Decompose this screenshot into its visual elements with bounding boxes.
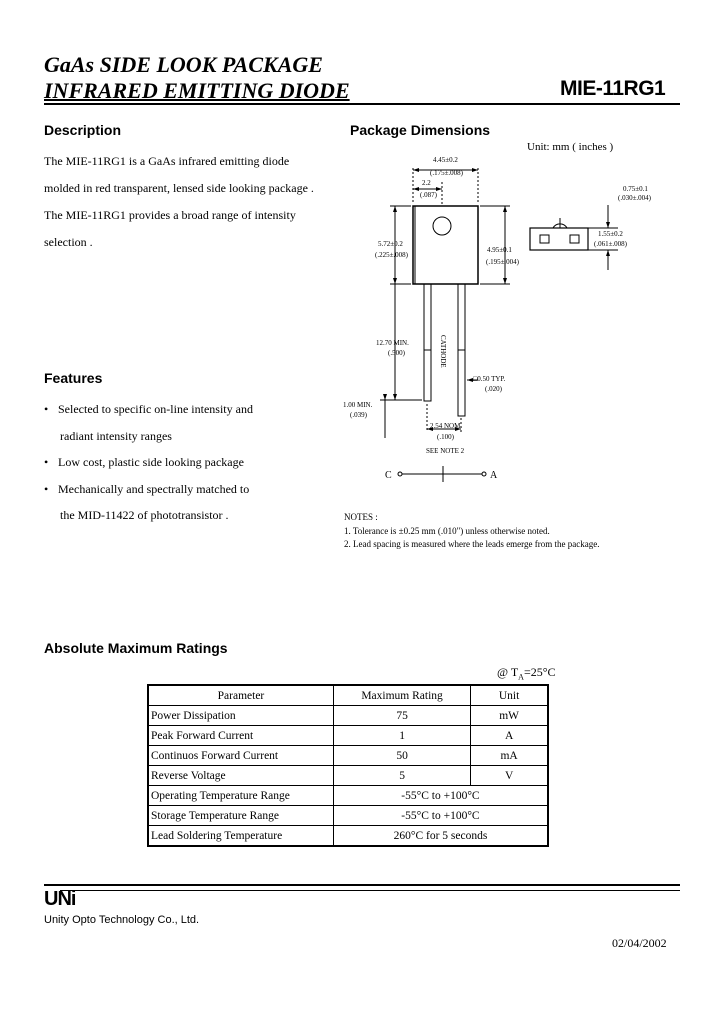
cathode-label: CATHODE [439, 335, 447, 368]
ratings-condition: @ $T_A=25^\circ C$ [497, 665, 556, 682]
description-line: molded in red transparent, lensed side looking package . [44, 181, 314, 195]
description-line: selection . [44, 235, 93, 249]
document-date: 02/04/2002 [612, 936, 667, 950]
table-row: Power Dissipation 75 mW [148, 706, 548, 726]
dim-thick-mm: 0.75±0.1 [623, 185, 648, 193]
table-header-row [148, 685, 548, 706]
feature-item-cont: radiant intensity ranges [60, 428, 172, 443]
dim-pin-in: (.020) [485, 385, 502, 393]
cathode-terminal: C [385, 470, 392, 481]
dim-min-mm: 1.00 MIN. [343, 401, 373, 409]
table-row: Continuos Forward Current 50 mA [148, 746, 548, 766]
dim-body-in: (.225±.008) [375, 251, 409, 259]
footer-rule [44, 884, 680, 886]
dim-spacing-mm: 2.54 NOM. [430, 422, 463, 430]
note-line: 2. Lead spacing is measured where the leads emerge from the package. [344, 539, 600, 549]
dim-lead-mm: 12.70 MIN. [376, 339, 409, 347]
dim-body-mm: 5.72±0.2 [378, 240, 403, 248]
feature-item: • Low cost, plastic side looking package [44, 449, 253, 476]
dim-lens-in: (.087) [420, 191, 437, 199]
ratings-table [147, 684, 549, 847]
table-row: Operating Temperature Range -55°C to +100°C [148, 786, 548, 806]
dim-width-in: (.175±.008) [430, 169, 464, 177]
company-name: Unity Opto Technology Co., Ltd. [44, 914, 200, 926]
footer-rule-thin [60, 890, 680, 891]
anode-terminal: A [490, 470, 498, 481]
features-heading: Features [44, 370, 103, 386]
part-number: MIE-11RG1 [560, 77, 666, 100]
table-row: Storage Temperature Range -55°C to +100°C [148, 806, 548, 826]
unit-label: Unit: mm ( inches ) [527, 141, 614, 153]
see-note-label: SEE NOTE 2 [426, 447, 465, 455]
dim-pin-mm: □0.50 TYP. [473, 375, 506, 383]
notes [344, 511, 599, 552]
dim-thick-in: (.030±.004) [618, 194, 652, 202]
dim-min-in: (.039) [350, 411, 367, 419]
dim-side-mm: 1.55±0.2 [598, 230, 623, 238]
package-heading: Package Dimensions [350, 122, 491, 138]
dim-len-in: (.195±.004) [486, 258, 520, 266]
company-logo: UNi [44, 888, 76, 910]
feature-item: • Selected to specific on-line intensity and [44, 396, 253, 423]
table-row: Lead Soldering Temperature 260°C for 5 seconds [148, 826, 548, 847]
dim-side-in: (.061±.008) [594, 240, 628, 248]
lens-circle [433, 217, 451, 235]
title-line-1: GaAs SIDE LOOK PACKAGE [44, 52, 323, 77]
description-line: The MIE-11RG1 is a GaAs infrared emitting diode [44, 154, 290, 168]
feature-item-cont: the MID-11422 of phototransistor . [60, 508, 229, 522]
bullet-icon: • [44, 481, 49, 496]
column-header: Parameter [148, 685, 333, 706]
dim-len-mm: 4.95±0.1 [487, 246, 512, 254]
table-row: Reverse Voltage 5 V [148, 766, 548, 786]
bullet-icon: • [44, 455, 49, 469]
title-line-2: INFRARED EMITTING DIODE [44, 78, 350, 103]
table-row: Peak Forward Current 1 A [148, 726, 548, 746]
lead-cathode [424, 284, 431, 401]
feature-item: • Mechanically and spectrally matched to [44, 476, 253, 503]
ratings-heading: Absolute Maximum Ratings [44, 640, 228, 656]
column-header: Maximum Rating [333, 685, 470, 706]
dim-lead-in: (.500) [388, 349, 405, 357]
note-line: 1. Tolerance is ±0.25 mm (.010") unless otherwise noted. [344, 525, 550, 536]
dim-width-mm: 4.45±0.2 [433, 156, 458, 164]
dim-spacing-in: (.100) [437, 433, 454, 441]
note-line: NOTES : [344, 512, 378, 522]
dim-lens-mm: 2.2 [422, 179, 431, 187]
bullet-icon: • [44, 402, 49, 416]
description-line: The MIE-11RG1 provides a broad range of intensity [44, 208, 296, 222]
column-header: Unit [471, 685, 548, 706]
description-heading: Description [44, 122, 122, 138]
